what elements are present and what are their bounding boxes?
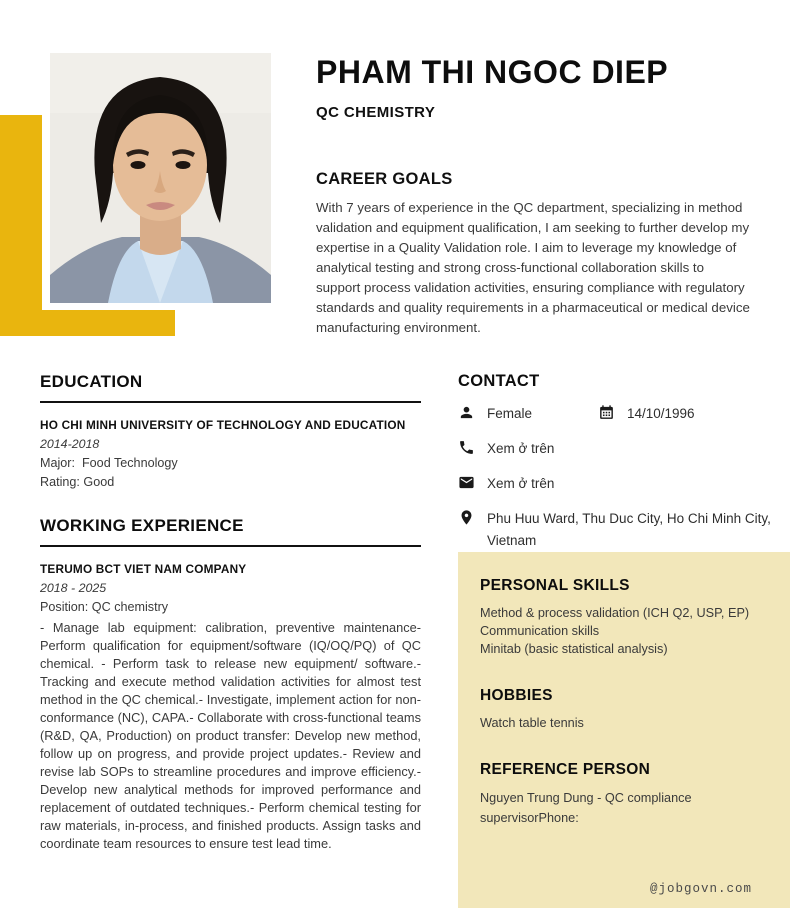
address-value: Phu Huu Ward, Thu Duc City, Ho Chi Minh City, Vietnam [487, 511, 771, 548]
career-goals-text: With 7 years of experience in the QC department, specializing in method validation and equipment qualification, I am seeking to further develop my expertise in a Quality Validation role. I aim to leverage my knowledge of analytical testing and strong cross-functional collaboration skills to support process validation activities, ensuring compliance with regulatory standards and quality requirements in a pharmaceutical or medical device manufacturing environment. [316, 200, 750, 336]
contact-row-gender-birthday [458, 403, 790, 425]
skills-list [480, 604, 768, 658]
calendar-icon [598, 404, 615, 421]
education-major: Major: Food Technology [40, 456, 178, 470]
hobbies-heading: HOBBIES [480, 687, 553, 704]
education-rating: Rating: Good [40, 475, 115, 489]
experience-description: - Manage lab equipment: calibration, preventive maintenance- Perform qualification for equipment/software (IQ/OQ/PQ) of QC chemical. - Perform task to release new equipment/ software.- Tracking and execute method validation activities for almost test method in the QC chemical.- Investigate, implement action for non-conformance (NC), CAPA.- Collaborate with cross-functional teams (R&D, QA, Production) on product transfer: Develop new method, follow up on progress, and provide project updates.- Review and revise lab SOPs to streamline procedures and improve efficiency.- Develop new analytical methods for improved performance and replacement of outdated techniques.- Perform chemical testing for raw materials, in-process, and finished products. Assign tasks and coordinate team resources to ensure test lead time. [40, 620, 421, 851]
skill-item: Minitab (basic statistical analysis) [480, 642, 668, 656]
gender-pair [458, 403, 598, 425]
candidate-title: QC CHEMISTRY [316, 104, 436, 122]
profile-photo [50, 53, 271, 303]
education-entry [40, 418, 421, 489]
hobby-item: Watch table tennis [480, 716, 584, 730]
reference-heading: REFERENCE PERSON [480, 761, 651, 778]
company-name: TERUMO BCT VIET NAM COMPANY [40, 562, 247, 576]
left-column [40, 372, 421, 853]
accent-bar-horizontal [0, 310, 175, 336]
contact-rows [458, 403, 790, 552]
experience-position: Position: QC chemistry [40, 600, 169, 614]
portrait-illustration [50, 53, 271, 303]
right-column [458, 372, 790, 565]
side-panel [458, 552, 790, 908]
cv-header [316, 55, 756, 338]
experience-entry [40, 562, 421, 853]
contact-row-email [458, 473, 790, 495]
career-goals-heading: CAREER GOALS [316, 170, 453, 189]
birthday-value: 14/10/1996 [627, 406, 695, 421]
contact-row-phone [458, 438, 790, 460]
education-heading: EDUCATION [40, 372, 421, 403]
gender-value: Female [487, 406, 533, 421]
birthday-pair [598, 403, 695, 425]
phone-icon [458, 439, 475, 456]
hobbies-list [480, 714, 768, 732]
reference-text: Nguyen Trung Dung - QC compliance supervisorPhone: [480, 791, 692, 825]
person-icon [458, 404, 475, 421]
skill-item: Method & process validation (ICH Q2, USP, EP) [480, 606, 750, 620]
accent-bar-vertical [0, 115, 42, 336]
watermark: @jobgovn.com [649, 882, 752, 896]
contact-heading: CONTACT [458, 372, 540, 390]
school-name: HO CHI MINH UNIVERSITY OF TECHNOLOGY AND EDUCATION [40, 418, 406, 432]
phone-value: Xem ở trên [487, 441, 555, 456]
experience-years: 2018 - 2025 [40, 581, 107, 595]
skill-item: Communication skills [480, 624, 600, 638]
email-icon [458, 474, 475, 491]
education-years: 2014-2018 [40, 437, 100, 451]
email-value: Xem ở trên [487, 476, 555, 491]
experience-heading: WORKING EXPERIENCE [40, 516, 421, 547]
candidate-name: PHAM THI NGOC DIEP [316, 54, 669, 90]
skills-heading: PERSONAL SKILLS [480, 577, 630, 594]
contact-row-address [458, 508, 790, 552]
location-icon [458, 509, 475, 526]
